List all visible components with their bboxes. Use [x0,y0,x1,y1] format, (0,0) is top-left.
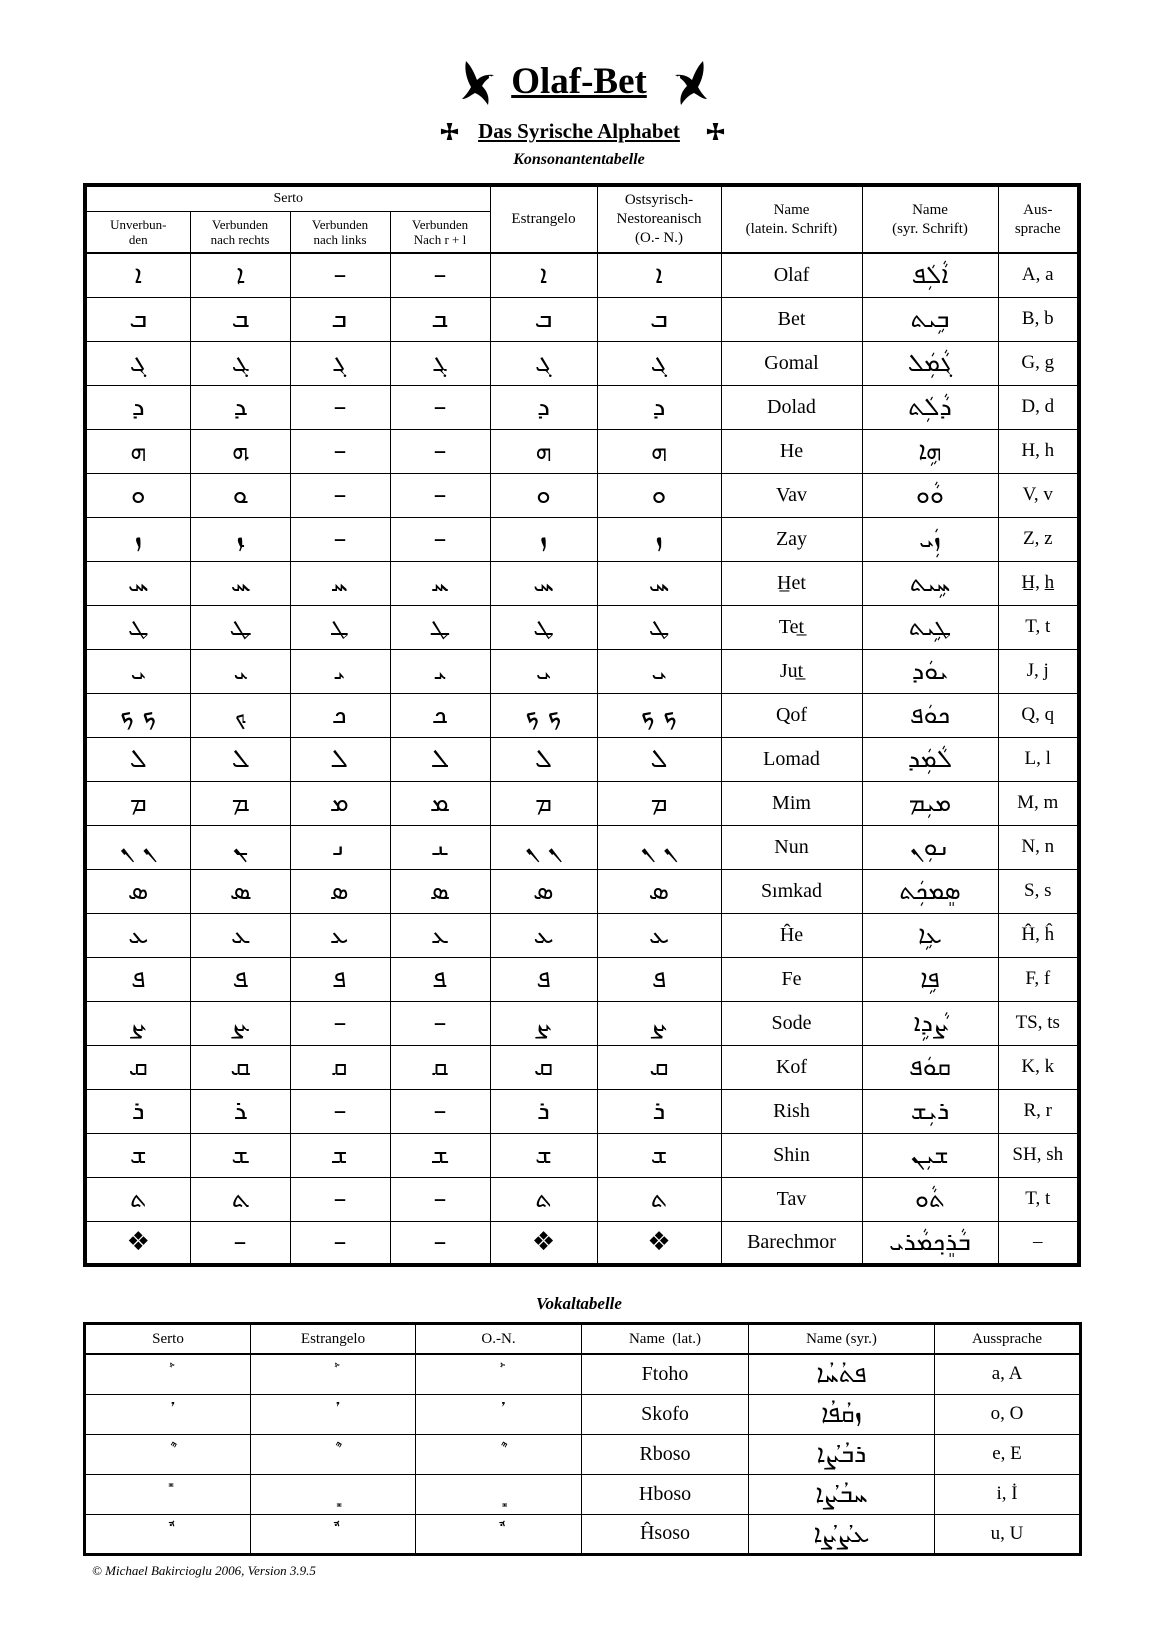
name-latin-cell: Gomal [721,341,862,385]
vowel-header-serto: Serto [85,1324,251,1355]
vowel-ostsyrisch-cell: ܳ [416,1394,582,1434]
header-ostsyrisch: Ostsyrisch- Nestoreanisch (O.- N.) [597,185,721,253]
name-syriac-cell: ܓܵܡܲܠ [862,341,998,385]
serto-unverbunden-cell: ܥ [85,913,190,957]
serto-unverbunden-cell: ܝ [85,649,190,693]
consonant-row [85,1133,1079,1177]
vowel-aussprache-cell: u, U [935,1514,1081,1554]
aussprache-cell: Z, z [998,517,1079,561]
estrangelo-cell: ܓ [490,341,597,385]
ostsyrisch-cell: ܟ ܟ [597,693,721,737]
aussprache-cell: J, j [998,649,1079,693]
copyright-footer: © Michael Bakircioglu 2006, Version 3.9.5 [92,1563,316,1578]
vowel-header-estrangelo: Estrangelo [251,1324,416,1355]
name-latin-cell: Sode [721,1001,862,1045]
ostsyrisch-cell: ❖ [597,1221,721,1265]
vowel-aussprache-cell: o, O [935,1394,1081,1434]
name-syriac-cell: ܢܘܼܢ [862,825,998,869]
name-latin-cell: He [721,429,862,473]
serto-verbunden-links-cell: ܥ‍ [290,913,390,957]
ostsyrisch-cell: ܦ [597,957,721,1001]
aussprache-cell: F, f [998,957,1079,1001]
name-syriac-cell: ܕܵܠܲܬ [862,385,998,429]
name-syriac-cell: ܗܹܐ [862,429,998,473]
vowel-row [85,1394,1081,1434]
ostsyrisch-cell: ܡ [597,781,721,825]
consonant-row [85,1045,1079,1089]
vowel-table-body [85,1354,1081,1554]
vowel-aussprache-cell: i, İ [935,1474,1081,1514]
serto-verbunden-links-cell: ܝ‍ [290,649,390,693]
ostsyrisch-cell: ܙ [597,517,721,561]
cross-icon [706,122,725,141]
estrangelo-cell: ܡ [490,781,597,825]
serto-unverbunden-cell: ܫ [85,1133,190,1177]
name-syriac-cell: ܙܲܝ [862,517,998,561]
aussprache-cell: K, k [998,1045,1079,1089]
serto-unverbunden-cell: ܟ ܟ [85,693,190,737]
aussprache-cell: Q, q [998,693,1079,737]
name-latin-cell: Kof [721,1045,862,1089]
ostsyrisch-cell: ܚ [597,561,721,605]
serto-verbunden-rechts-cell: ‍ܚ [190,561,290,605]
name-latin-cell: Dolad [721,385,862,429]
vowel-table [83,1322,1082,1556]
vowel-row [85,1514,1081,1554]
vowel-header-name-syriac: Name (syr.) [749,1324,935,1355]
header-unverbunden: Unverbun- den [85,212,190,254]
serto-verbunden-rechts-cell: ‍ܒ [190,297,290,341]
name-latin-cell: Olaf [721,253,862,297]
header-estrangelo: Estrangelo [490,185,597,253]
serto-unverbunden-cell: ܘ [85,473,190,517]
serto-verbunden-links-cell: – [290,253,390,297]
serto-verbunden-rl-cell: ‍ܡ‍ [390,781,490,825]
serto-verbunden-rechts-cell: ‍ܢ [190,825,290,869]
ostsyrisch-cell: ܨ [597,1001,721,1045]
page-title: Olaf-Bet [511,61,647,102]
serto-unverbunden-cell: ܨ [85,1001,190,1045]
name-syriac-cell: ܦܹܐ [862,957,998,1001]
consonant-row [85,473,1079,517]
estrangelo-cell: ܝ [490,649,597,693]
serto-unverbunden-cell: ܠ [85,737,190,781]
estrangelo-cell: ܕ [490,385,597,429]
serto-unverbunden-cell: ܦ [85,957,190,1001]
ostsyrisch-cell: ܝ [597,649,721,693]
dove-icon [670,58,710,108]
serto-verbunden-rl-cell: ‍ܒ‍ [390,297,490,341]
serto-verbunden-rl-cell: ‍ܓ‍ [390,341,490,385]
estrangelo-cell: ܟ ܟ [490,693,597,737]
serto-verbunden-rl-cell: – [390,429,490,473]
vowel-aussprache-cell: a, A [935,1354,1081,1394]
vowel-row [85,1434,1081,1474]
name-syriac-cell: ܒܵܪܸܟ݂ܡܵܪܝ [862,1221,998,1265]
serto-verbunden-rl-cell: – [390,1221,490,1265]
serto-verbunden-links-cell: – [290,517,390,561]
ostsyrisch-cell: ܥ [597,913,721,957]
name-syriac-cell: ܨܵܕܹܐ [862,1001,998,1045]
name-latin-cell: Shin [721,1133,862,1177]
serto-verbunden-rechts-cell: ‍ܟ [190,693,290,737]
serto-verbunden-links-cell: ܓ‍ [290,341,390,385]
aussprache-cell: S, s [998,869,1079,913]
serto-unverbunden-cell: ܢ ܢ [85,825,190,869]
serto-verbunden-rechts-cell: ‍ܪ [190,1089,290,1133]
estrangelo-cell: ❖ [490,1221,597,1265]
name-latin-cell: Qof [721,693,862,737]
consonant-row [85,385,1079,429]
serto-verbunden-links-cell: ܩ‍ [290,1045,390,1089]
serto-verbunden-links-cell: ܒ‍ [290,297,390,341]
aussprache-cell: D, d [998,385,1079,429]
estrangelo-cell: ܙ [490,517,597,561]
name-syriac-cell: ܝܘܿܕ [862,649,998,693]
serto-verbunden-rl-cell: – [390,473,490,517]
serto-verbunden-links-cell: – [290,1089,390,1133]
vowel-ostsyrisch-cell: ܰ [416,1354,582,1394]
aussprache-cell: N, n [998,825,1079,869]
serto-verbunden-links-cell: ܛ‍ [290,605,390,649]
name-syriac-cell: ܟܘܿܦ [862,693,998,737]
serto-verbunden-rl-cell: ‍ܣ‍ [390,869,490,913]
ostsyrisch-cell: ܓ [597,341,721,385]
serto-verbunden-rechts-cell: ‍ܗ [190,429,290,473]
aussprache-cell: B, b [998,297,1079,341]
vowel-aussprache-cell: e, E [935,1434,1081,1474]
consonant-row [85,1177,1079,1221]
serto-unverbunden-cell: ܛ [85,605,190,649]
serto-verbunden-links-cell: ܦ‍ [290,957,390,1001]
name-latin-cell: Jut̲ [721,649,862,693]
vowel-estrangelo-cell: ܽ [251,1514,416,1554]
consonant-row [85,1221,1079,1265]
aussprache-cell: R, r [998,1089,1079,1133]
name-syriac-cell: ܬܵܘ [862,1177,998,1221]
serto-verbunden-rl-cell: – [390,385,490,429]
serto-unverbunden-cell: ܕ [85,385,190,429]
aussprache-cell: V, v [998,473,1079,517]
vowel-name-syriac-cell: ܥܨܳܨܳܐ [749,1514,935,1554]
name-syriac-cell: ܡܝܼܡ [862,781,998,825]
serto-verbunden-rechts-cell: ‍ܫ [190,1133,290,1177]
consonant-row [85,825,1079,869]
name-latin-cell: Rish [721,1089,862,1133]
name-latin-cell: Sımkad [721,869,862,913]
name-latin-cell: Zay [721,517,862,561]
ostsyrisch-cell: ܢ ܢ [597,825,721,869]
serto-verbunden-rl-cell: ‍ܩ‍ [390,1045,490,1089]
estrangelo-cell: ܨ [490,1001,597,1045]
vowel-name-syriac-cell: ܚܒܳܨܳܐ [749,1474,935,1514]
consonant-row [85,1001,1079,1045]
vowel-name-syriac-cell: ܙܩܳܦܳܐ [749,1394,935,1434]
name-syriac-cell: ܚܹܝܬ [862,561,998,605]
name-syriac-cell: ܪܝܼܫ [862,1089,998,1133]
vowel-serto-cell: ܶ [85,1434,251,1474]
serto-verbunden-rl-cell: ‍ܚ‍ [390,561,490,605]
serto-verbunden-rechts-cell: ‍ܨ [190,1001,290,1045]
serto-verbunden-rechts-cell: ‍ܕ [190,385,290,429]
serto-verbunden-rechts-cell: ‍ܓ [190,341,290,385]
consonant-row [85,429,1079,473]
estrangelo-cell: ܗ [490,429,597,473]
ostsyrisch-cell: ܗ [597,429,721,473]
estrangelo-cell: ܢ ܢ [490,825,597,869]
vowel-ostsyrisch-cell: ܻ [416,1474,582,1514]
serto-unverbunden-cell: ܪ [85,1089,190,1133]
serto-verbunden-links-cell: ܫ‍ [290,1133,390,1177]
serto-verbunden-links-cell: – [290,1221,390,1265]
consonant-row [85,253,1079,297]
estrangelo-cell: ܥ [490,913,597,957]
name-latin-cell: Lomad [721,737,862,781]
header-verbunden-links: Verbunden nach links [290,212,390,254]
serto-verbunden-rl-cell: ‍ܟ‍ [390,693,490,737]
name-syriac-cell: ܣܸܡܟܲܬ [862,869,998,913]
vowel-estrangelo-cell: ܶ [251,1434,416,1474]
serto-verbunden-rechts-cell: ‍ܛ [190,605,290,649]
serto-verbunden-rl-cell: ‍ܢ‍ [390,825,490,869]
serto-verbunden-links-cell: – [290,385,390,429]
aussprache-cell: H̲, h̲ [998,561,1079,605]
serto-verbunden-rechts-cell: ‍ܐ [190,253,290,297]
serto-verbunden-rechts-cell: ‍ܬ [190,1177,290,1221]
vowel-serto-cell: ܺ [85,1474,251,1514]
ostsyrisch-cell: ܫ [597,1133,721,1177]
serto-verbunden-rechts-cell: ‍ܠ [190,737,290,781]
vowel-ostsyrisch-cell: ܶ [416,1434,582,1474]
ostsyrisch-cell: ܕ [597,385,721,429]
vowel-estrangelo-cell: ܳ [251,1394,416,1434]
consonant-row [85,297,1079,341]
header-name-latin: Name (latein. Schrift) [721,185,862,253]
vowel-name-latin-cell: Hboso [582,1474,749,1514]
aussprache-cell: T, t [998,1177,1079,1221]
name-syriac-cell: ܐܵܠܲܦ [862,253,998,297]
estrangelo-cell: ܩ [490,1045,597,1089]
vowel-header-name-latin: Name (lat.) [582,1324,749,1355]
consonant-table-caption: Konsonantentabelle [513,151,645,168]
serto-verbunden-rechts-cell: – [190,1221,290,1265]
serto-verbunden-rechts-cell: ‍ܘ [190,473,290,517]
aussprache-cell: H, h [998,429,1079,473]
vowel-estrangelo-cell: ܰ [251,1354,416,1394]
serto-verbunden-rl-cell: – [390,1177,490,1221]
consonant-row [85,649,1079,693]
aussprache-cell: T, t [998,605,1079,649]
consonant-row [85,869,1079,913]
serto-verbunden-links-cell: – [290,473,390,517]
ostsyrisch-cell: ܪ [597,1089,721,1133]
consonant-row [85,341,1079,385]
vowel-row [85,1474,1081,1514]
estrangelo-cell: ܬ [490,1177,597,1221]
consonant-table [83,183,1081,1267]
serto-unverbunden-cell: ܒ [85,297,190,341]
consonant-row [85,737,1079,781]
consonant-row [85,1089,1079,1133]
serto-unverbunden-cell: ܚ [85,561,190,605]
serto-verbunden-rechts-cell: ‍ܙ [190,517,290,561]
serto-unverbunden-cell: ܐ [85,253,190,297]
vowel-name-syriac-cell: ܦܬܳܚܳܐ [749,1354,935,1394]
page-subtitle: Das Syrische Alphabet [478,119,680,143]
vowel-ostsyrisch-cell: ܽ [416,1514,582,1554]
ostsyrisch-cell: ܘ [597,473,721,517]
estrangelo-cell: ܐ [490,253,597,297]
serto-unverbunden-cell: ❖ [85,1221,190,1265]
name-latin-cell: Fe [721,957,862,1001]
serto-verbunden-rl-cell: – [390,517,490,561]
serto-verbunden-rl-cell: ‍ܛ‍ [390,605,490,649]
aussprache-cell: A, a [998,253,1079,297]
aussprache-cell: Ĥ, ĥ [998,913,1079,957]
name-syriac-cell: ܛܹܝܬ [862,605,998,649]
serto-verbunden-rl-cell: ‍ܠ‍ [390,737,490,781]
name-syriac-cell: ܥܹܐ [862,913,998,957]
serto-verbunden-links-cell: ܠ‍ [290,737,390,781]
vowel-table-caption: Vokaltabelle [536,1294,622,1313]
serto-verbunden-links-cell: ܣ‍ [290,869,390,913]
vowel-serto-cell: ܽ [85,1514,251,1554]
vowel-serto-cell: ܰ [85,1354,251,1394]
header-aussprache: Aus- sprache [998,185,1079,253]
serto-verbunden-rl-cell: ‍ܦ‍ [390,957,490,1001]
serto-verbunden-rl-cell: ‍ܝ‍ [390,649,490,693]
name-latin-cell: Bet [721,297,862,341]
serto-unverbunden-cell: ܓ [85,341,190,385]
vowel-serto-cell: ܳ [85,1394,251,1434]
serto-verbunden-rl-cell: ‍ܫ‍ [390,1133,490,1177]
name-syriac-cell: ܫܝܼܢ [862,1133,998,1177]
serto-verbunden-links-cell: – [290,429,390,473]
name-syriac-cell: ܒܹܝܬ [862,297,998,341]
serto-verbunden-rechts-cell: ‍ܥ [190,913,290,957]
aussprache-cell: TS, ts [998,1001,1079,1045]
serto-verbunden-links-cell: ܟ‍ [290,693,390,737]
estrangelo-cell: ܘ [490,473,597,517]
name-latin-cell: Tav [721,1177,862,1221]
aussprache-cell: M, m [998,781,1079,825]
serto-unverbunden-cell: ܙ [85,517,190,561]
consonant-row [85,913,1079,957]
serto-verbunden-rechts-cell: ‍ܩ [190,1045,290,1089]
ostsyrisch-cell: ܩ [597,1045,721,1089]
estrangelo-cell: ܦ [490,957,597,1001]
consonant-row [85,517,1079,561]
estrangelo-cell: ܛ [490,605,597,649]
serto-unverbunden-cell: ܩ [85,1045,190,1089]
name-latin-cell: H̲et [721,561,862,605]
name-latin-cell: Tet̲ [721,605,862,649]
name-latin-cell: Vav [721,473,862,517]
name-latin-cell: Ĥe [721,913,862,957]
ostsyrisch-cell: ܒ [597,297,721,341]
header-verbunden-rl: Verbunden Nach r + l [390,212,490,254]
consonant-row [85,781,1079,825]
estrangelo-cell: ܣ [490,869,597,913]
header-name-syriac: Name (syr. Schrift) [862,185,998,253]
serto-verbunden-rechts-cell: ‍ܝ [190,649,290,693]
serto-unverbunden-cell: ܡ [85,781,190,825]
serto-verbunden-links-cell: ܡ‍ [290,781,390,825]
serto-verbunden-rechts-cell: ‍ܣ [190,869,290,913]
name-latin-cell: Mim [721,781,862,825]
vowel-header-aussprache: Aussprache [935,1324,1081,1355]
vowel-header-ostsyrisch: O.-N. [416,1324,582,1355]
estrangelo-cell: ܚ [490,561,597,605]
serto-verbunden-links-cell: ܢ‍ [290,825,390,869]
aussprache-cell: – [998,1221,1079,1265]
vowel-row [85,1354,1081,1394]
aussprache-cell: G, g [998,341,1079,385]
consonant-row [85,561,1079,605]
serto-verbunden-rl-cell: – [390,1089,490,1133]
consonant-row [85,693,1079,737]
ostsyrisch-cell: ܣ [597,869,721,913]
aussprache-cell: SH, sh [998,1133,1079,1177]
serto-unverbunden-cell: ܗ [85,429,190,473]
vowel-name-syriac-cell: ܪܒܳܨܳܐ [749,1434,935,1474]
serto-verbunden-links-cell: – [290,1177,390,1221]
name-latin-cell: Barechmor [721,1221,862,1265]
ostsyrisch-cell: ܠ [597,737,721,781]
aussprache-cell: L, l [998,737,1079,781]
name-latin-cell: Nun [721,825,862,869]
serto-verbunden-rechts-cell: ‍ܦ [190,957,290,1001]
estrangelo-cell: ܒ [490,297,597,341]
serto-verbunden-rl-cell: – [390,1001,490,1045]
estrangelo-cell: ܪ [490,1089,597,1133]
estrangelo-cell: ܠ [490,737,597,781]
header-verbunden-rechts: Verbunden nach rechts [190,212,290,254]
consonant-row [85,605,1079,649]
header-serto: Serto [85,185,490,212]
vowel-name-latin-cell: Ftoho [582,1354,749,1394]
consonant-table-body [85,253,1079,1265]
serto-verbunden-links-cell: ܚ‍ [290,561,390,605]
vowel-name-latin-cell: Skofo [582,1394,749,1434]
consonant-row [85,957,1079,1001]
estrangelo-cell: ܫ [490,1133,597,1177]
serto-verbunden-rechts-cell: ‍ܡ [190,781,290,825]
serto-unverbunden-cell: ܬ [85,1177,190,1221]
vowel-name-latin-cell: Ĥsoso [582,1514,749,1554]
name-syriac-cell: ܠܵܡܲܕ [862,737,998,781]
name-syriac-cell: ܘܵܘ [862,473,998,517]
name-syriac-cell: ܩܘܿܦ [862,1045,998,1089]
serto-verbunden-rl-cell: – [390,253,490,297]
serto-verbunden-rl-cell: ‍ܥ‍ [390,913,490,957]
ostsyrisch-cell: ܬ [597,1177,721,1221]
serto-verbunden-links-cell: – [290,1001,390,1045]
vowel-name-latin-cell: Rboso [582,1434,749,1474]
ostsyrisch-cell: ܐ [597,253,721,297]
vowel-estrangelo-cell: ܻ [251,1474,416,1514]
serto-unverbunden-cell: ܣ [85,869,190,913]
ostsyrisch-cell: ܛ [597,605,721,649]
